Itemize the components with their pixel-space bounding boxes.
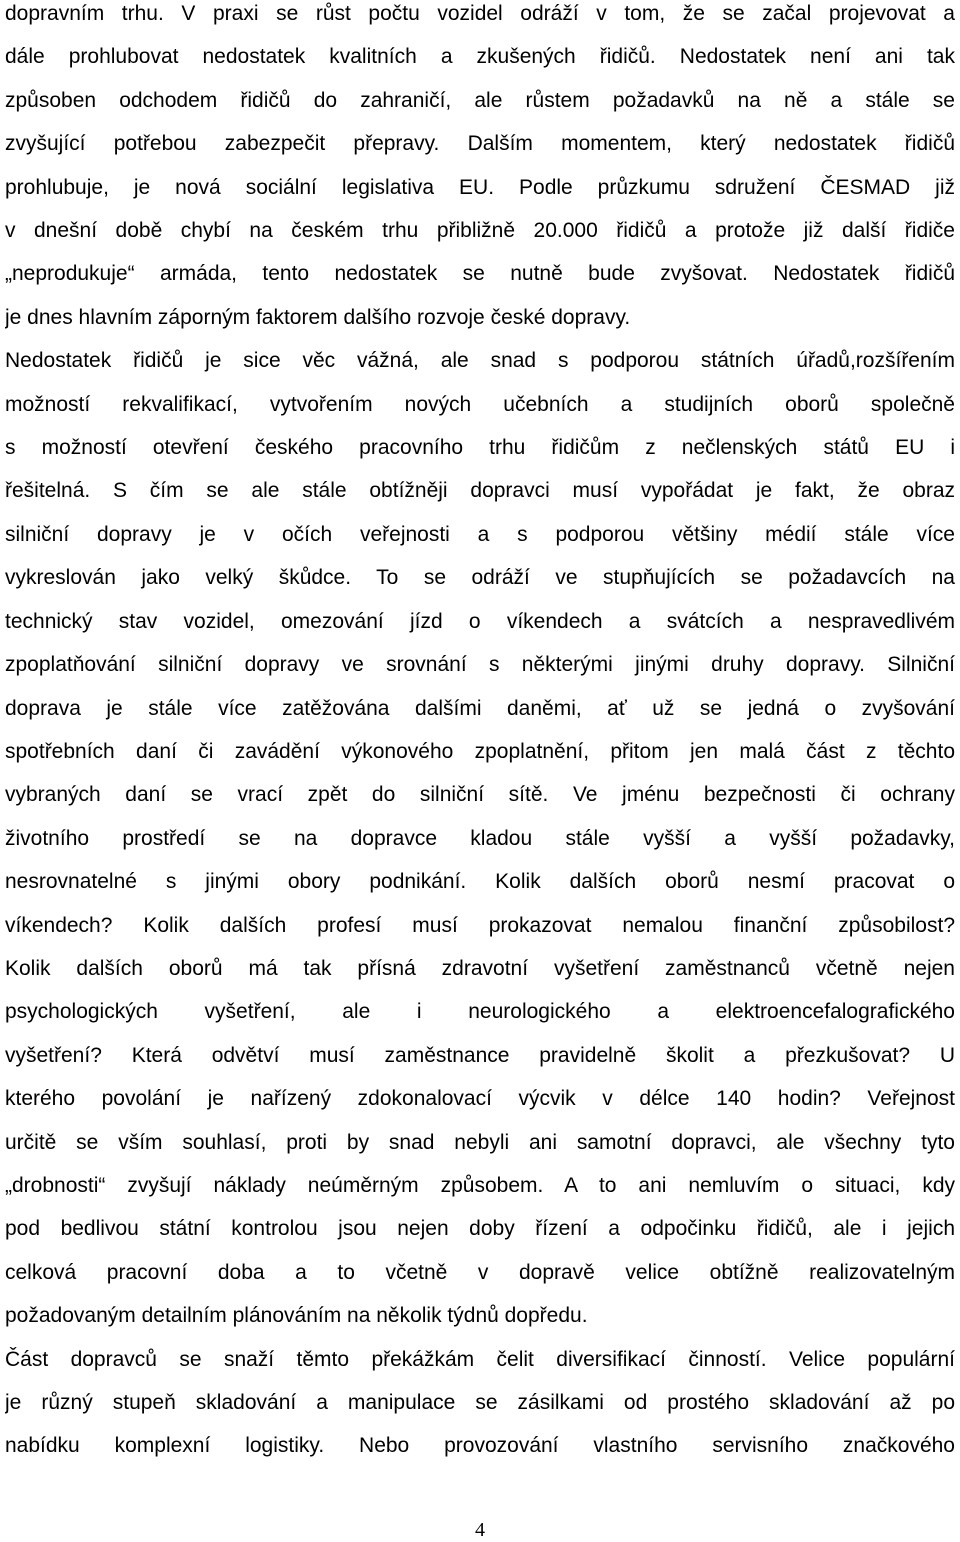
text-line: nabídku komplexní logistiky. Nebo provozování vlastního servisního značkového xyxy=(5,1434,955,1458)
text-line: doprava je stále více zatěžována dalšími daněmi, ať už se jedná o zvyšování xyxy=(5,696,955,720)
text-line: životního prostředí se na dopravce kladou stále vyšší a vyšší požadavky, xyxy=(5,826,955,850)
text-line: kterého povolání je nařízený zdokonalovací výcvik v délce 140 hodin? Veřejnost xyxy=(5,1087,955,1111)
text-line: nesrovnatelné s jinými obory podnikání. Kolik dalších oborů nesmí pracovat o xyxy=(5,870,955,894)
text-line: „drobnosti“ zvyšují náklady neúměrným způsobem. A to ani nemluvím o situaci, kdy xyxy=(5,1173,955,1197)
text-line: je dnes hlavním záporným faktorem dalšího rozvoje české dopravy. xyxy=(5,305,631,329)
text-line: určitě se vším souhlasí, proti by snad nebyli ani samotní dopravci, ale všechny tyto xyxy=(5,1130,955,1154)
text-line: pod bedlivou státní kontrolou jsou nejen doby řízení a odpočinku řidičů, ale i jejich xyxy=(5,1217,955,1241)
text-line: s možností otevření českého pracovního trhu řidičům z nečlenských států EU i xyxy=(5,436,955,460)
text-line: dopravním trhu. V praxi se růst počtu vozidel odráží v tom, že se začal projevovat a xyxy=(5,2,955,25)
text-line: řešitelná. S čím se ale stále obtížněji dopravci musí vypořádat je fakt, že obraz xyxy=(5,479,955,503)
page-number: 4 xyxy=(475,1519,485,1541)
text-line: Nedostatek řidičů je sice věc vážná, ale snad s podporou státních úřadů,rozšířením xyxy=(5,349,955,373)
text-line: je různý stupeň skladování a manipulace se zásilkami od prostého skladování až po xyxy=(5,1391,955,1414)
text-line: spotřebních daní či zavádění výkonového zpoplatnění, přitom jen malá část z těchto xyxy=(5,739,955,763)
text-line: Část dopravců se snaží těmto překážkám čelit diversifikací činností. Velice populární xyxy=(5,1347,955,1371)
text-line: Kolik dalších oborů má tak přísná zdravotní vyšetření zaměstnanců včetně nejen xyxy=(5,956,955,980)
text-line: prohlubuje, je nová sociální legislativa EU. Podle průzkumu sdružení ČESMAD již xyxy=(5,175,955,199)
text-line: technický stav vozidel, omezování jízd o víkendech a svátcích a nespravedlivém xyxy=(5,609,955,633)
text-line: zpoplatňování silniční dopravy ve srovnání s některými jinými druhy dopravy. Silniční xyxy=(5,653,955,677)
text-line: „neprodukuje“ armáda, tento nedostatek se nutně bude zvyšovat. Nedostatek řidičů xyxy=(5,262,955,286)
text-line: způsoben odchodem řidičů do zahraničí, ale růstem požadavků na ně a stále se xyxy=(5,88,955,112)
text-line: silniční dopravy je v očích veřejnosti a s podporou většiny médií stále více xyxy=(5,522,955,546)
text-line: celková pracovní doba a to včetně v dopravě velice obtížně realizovatelným xyxy=(5,1260,955,1284)
text-line: vybraných daní se vrací zpět do silniční sítě. Ve jménu bezpečnosti či ochrany xyxy=(5,783,955,807)
text-line: požadovaným detailním plánováním na několik týdnů dopředu. xyxy=(5,1304,588,1328)
text-line: vyšetření? Která odvětví musí zaměstnance pravidelně školit a přezkušovat? U xyxy=(5,1043,955,1067)
body-text xyxy=(5,0,955,1476)
text-line: vykreslován jako velký škůdce. To se odráží ve stupňujících se požadavcích na xyxy=(5,566,955,590)
text-line: zvyšující potřebou zabezpečit přepravy. Dalším momentem, který nedostatek řidičů xyxy=(5,132,955,156)
text-line: psychologických vyšetření, ale i neurologického a elektroencefalografického xyxy=(5,1000,955,1024)
text-line: dále prohlubovat nedostatek kvalitních a zkušených řidičů. Nedostatek není ani tak xyxy=(5,45,955,69)
text-line: v dnešní době chybí na českém trhu přibližně 20.000 řidičů a protože již další řidiče xyxy=(5,219,955,243)
text-line: možností rekvalifikací, vytvořením nových učebních a studijních oborů společně xyxy=(5,392,955,416)
text-line: víkendech? Kolik dalších profesí musí prokazovat nemalou finanční způsobilost? xyxy=(5,913,955,937)
